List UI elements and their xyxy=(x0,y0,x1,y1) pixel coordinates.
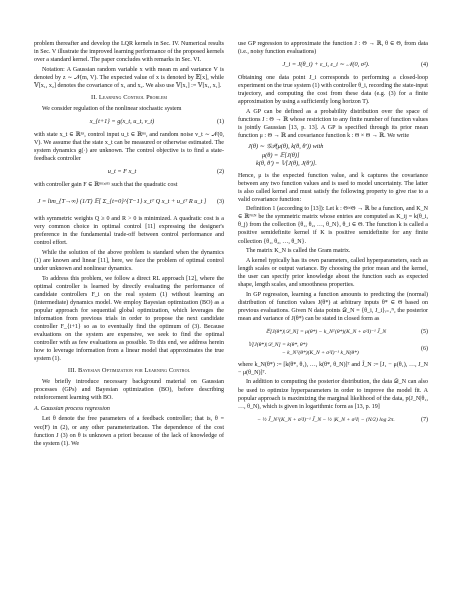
equation-body: 𝔼[J(θ*)|𝒟_N] = μ(θ*) − k_Nᵀ(θ*)(K_N + σ²I)⁻¹ J̃_N xyxy=(265,328,387,335)
equation-3 xyxy=(34,192,224,212)
body-paragraph: To address this problem, we follow a direct RL approach [12], where the optimal controller is learned by directly evaluating the performance of candidate controllers F_i on the real system (1) without learning an (intermediate) dynamics model. We employ Bayesian optimization (BO) as a popular approach for sequential global optimization, which leverages the information from previous trials in order to propose the next candidate controller F_{i+1} so as to eventually find the optimum of (3). Because evaluations on the system are expensive, we seek to find the optimal controller with as few evaluations as possible. To this end, we address herein how to leverage information from a linear model that approximates the true system (1). xyxy=(34,275,224,363)
equation-line: 𝕍[J(θ*)|𝒟_N] = k(θ*, θ*) xyxy=(248,341,308,348)
equation-line: μ(θ) = 𝔼[J(θ)] xyxy=(262,151,300,159)
equation-body xyxy=(238,143,428,169)
left-column xyxy=(34,40,224,449)
body-paragraph: In GP regression, learning a function amounts to predicting the (normal) distribution of function values J(θ*) at arbitrary inputs θ* ∈ Θ based on previous evaluations. Given N data points 𝒟_N = {θ_i, J_i}ᵢ₌₁ᴺ, the posterior mean and variance of J(θ*) can be stated in closed form as xyxy=(238,291,428,322)
equation-number: (4) xyxy=(420,62,428,69)
equation-body: J = lim_{T→∞} (1/T) 𝔼[ Σ_{t=0}^{T−1} x_tᵀ Q x_t + u_tᵀ R u_t ] xyxy=(37,198,207,206)
body-paragraph: We consider regulation of the nonlinear stochastic system xyxy=(42,105,182,112)
right-column xyxy=(238,40,428,429)
equation-line: J(θ) ∼ 𝒢𝒫(μ(θ), k(θ, θ′)) with xyxy=(248,143,324,151)
body-paragraph: In addition to computing the posterior distribution, the data 𝒟_N can also be used to optimize hyperparameters in order to improve the model fit. A popular approach is maximizing the marginal likelihood of the data, p(J_N|θ₁, …, θ_N), which is given in logarithmic form as [13, p. 19] xyxy=(238,379,428,410)
subsection-heading: A. Gaussian process regression xyxy=(34,406,110,413)
equation-1 xyxy=(34,116,224,128)
body-paragraph: with state x_t ∈ ℝⁿˣ, control input u_t ∈ ℝⁿᵘ, and random noise v_t ∼ 𝒩(0, V). We assume that the state x_t can be measured or otherwise estimated. The system dynamics g(·) are unknown. The control objective is to find a state-feedback controller xyxy=(34,131,224,163)
equation-number: (6) xyxy=(420,346,428,353)
equation-number: (1) xyxy=(216,118,224,125)
body-paragraph: with controller gain F ∈ ℝⁿᵘ×ⁿˣ such that the quadratic cost xyxy=(34,182,178,189)
equation-7 xyxy=(238,414,428,426)
equation-body: − ½ J̃_Nᵀ(K_N + σ²I)⁻¹ J̃_N − ½ |K_N + σ²I| − (N/2) log 2π. xyxy=(257,416,395,423)
equation-number: (5) xyxy=(420,328,428,335)
notation-paragraph: Notation: A Gaussian random variable x with mean m and variance V is denoted by z ∼ 𝒩(m, V). The expected value of x is denoted by 𝔼[x], while 𝕍[x₁, x₂] denotes the covariance of x₁ and x₂. We also use 𝕍[x₁] := 𝕍[x₁, x₁]. xyxy=(34,66,224,89)
equation-4 xyxy=(238,59,428,71)
body-paragraph: A GP can be defined as a probability distribution over the space of functions J : Θ → ℝ whose restriction to any finite number of function values is jointly Gaussian [13, p. 13]. A GP is specified through its prior mean function μ : Θ → ℝ and covariance function k : Θ × Θ → ℝ. We write xyxy=(238,108,428,140)
body-paragraph: The matrix K_N is called the Gram matrix. xyxy=(246,248,351,255)
equation-gp xyxy=(238,143,428,169)
equation-number: (7) xyxy=(420,416,428,423)
equation-2 xyxy=(34,166,224,178)
body-paragraph: A kernel typically has its own parameters, called hyperparameters, such as length scales or output variance. By choosing the prior mean and the kernel, the user can specify prior knowledge about the function such as expected shape, length scales, and smoothness properties. xyxy=(238,257,428,288)
equation-line: − k_Nᵀ(θ*)(K_N + σ²I)⁻¹ k_N(θ*) xyxy=(282,350,359,357)
equation-body xyxy=(238,341,414,358)
equation-body: x_{t+1} = g(x_t, u_t, v_t) xyxy=(89,117,155,125)
equation-5 xyxy=(238,326,428,338)
body-paragraph: use GP regression to approximate the function J : Θ → ℝ, θ ∈ Θ, from data (i.e., noisy function evaluations) xyxy=(238,41,428,56)
body-paragraph: We briefly introduce necessary background material on Gaussian processes (GPs) and Bayesian optimization (BO), before describing reinforcement learning with BO. xyxy=(34,379,224,402)
equation-6 xyxy=(238,341,428,358)
equation-number: (3) xyxy=(216,199,224,206)
equation-body: J_i = J(θ_i) + ε_i, ε_i ∼ 𝒩(0, σ²). xyxy=(282,61,370,69)
intro-paragraph: problem thereafter and develop the LQR kernels in Sec. IV. Numerical results in Sec. V illustrate the improved learning performance of the proposed kernels over a standard kernel. The paper concludes with remarks in Sec. VI. xyxy=(34,41,224,64)
body-paragraph: While the solution of the above problem is standard when the dynamics (1) are known and linear [11], here, we face the problem of optimal control under unknown and nonlinear dynamics. xyxy=(34,249,224,273)
body-paragraph: with symmetric weights Q ≥ 0 and R > 0 is minimized. A quadratic cost is a very common choice in optimal control [11] expressing the designer's preference in the fundamental trade-off between control performance and control effort. xyxy=(34,216,224,247)
definition-paragraph: Definition 1 (according to [13]): Let k : Θ×Θ → ℝ be a function, and K_N ∈ ℝᴺˣᴺ be the symmetric matrix whose entries are computed as K_ij = k(θ_i, θ_j) from the collection {θ₁, θ₂, …, θ_N}, θ_i ∈ Θ. The function k is called a positive semidefinite kernel if K is positive semidefinite for any finite collection {θ₁, θ₂, …, θ_N}. xyxy=(238,206,428,245)
body-paragraph: Obtaining one data point J_i corresponds to performing a closed-loop experiment on the true system (1) with controller θ_i, recording the state-input trajectory, and computing the cost from these data (e.g. (3) for a finite approximation by using a sufficiently long horizon T). xyxy=(238,75,428,106)
body-paragraph: Let θ denote the free parameters of a feedback controller; that is, θ = vec(F) in (2), or any other parameterization. The dependence of the cost function J (3) on θ is unknown a priori because of the lack of knowledge of the system (1). We xyxy=(34,416,224,447)
equation-line: k(θ, θ′) = 𝕍[J(θ), J(θ′)]. xyxy=(256,160,317,168)
body-paragraph: where k_N(θ*) := [k(θ*, θ₁), …, k(θ*, θ_N)]ᵀ and J̃_N := [J₁ − μ(θ₁), …, J_N − μ(θ_N)]ᵀ. xyxy=(238,361,428,376)
section-heading: III. Bayesian Optimization for Learning Control xyxy=(67,367,191,375)
body-paragraph: Hence, μ is the expected function value, and k captures the covariance between any two function values and is used to model uncertainty. The latter is also called kernel and must satisfy the following property to give rise to a valid covariance function: xyxy=(238,172,428,203)
equation-body: u_t = F x_t xyxy=(107,168,137,176)
section-heading: II. Learning Control Problem xyxy=(90,93,168,101)
equation-number: (2) xyxy=(216,169,224,176)
